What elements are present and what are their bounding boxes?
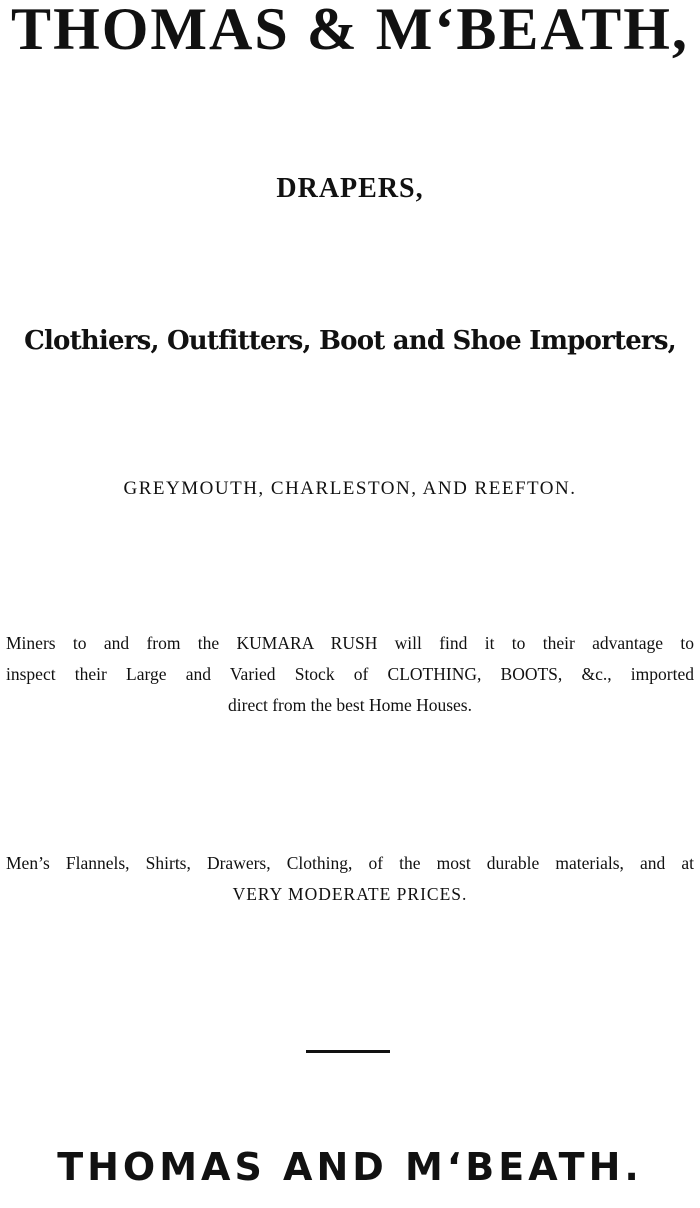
divider-rule bbox=[306, 1050, 390, 1053]
miners-paragraph-line-3: direct from the best Home Houses. bbox=[228, 695, 472, 715]
firm-name-heading: THOMAS & M‘BEATH, bbox=[11, 0, 689, 62]
trade-heading: DRAPERS, bbox=[276, 173, 424, 204]
services-line: Clothiers, Outfitters, Boot and Shoe Importers, bbox=[24, 326, 676, 356]
miners-paragraph bbox=[6, 628, 694, 721]
miners-paragraph-line-1: Miners to and from the KUMARA RUSH will find it to their advantage to bbox=[6, 633, 694, 653]
flannels-paragraph-line-2: VERY MODERATE PRICES. bbox=[232, 884, 468, 904]
flannels-paragraph-line-1: Men’s Flannels, Shirts, Drawers, Clothing, of the most durable materials, and at bbox=[6, 853, 694, 873]
flannels-paragraph bbox=[6, 848, 694, 910]
miners-paragraph-line-2: inspect their Large and Varied Stock of CLOTHING, BOOTS, &c., imported bbox=[6, 664, 694, 684]
locations-line: GREYMOUTH, CHARLESTON, AND REEFTON. bbox=[123, 478, 577, 499]
firm-name-footer: THOMAS AND M‘BEATH. bbox=[57, 1145, 643, 1189]
